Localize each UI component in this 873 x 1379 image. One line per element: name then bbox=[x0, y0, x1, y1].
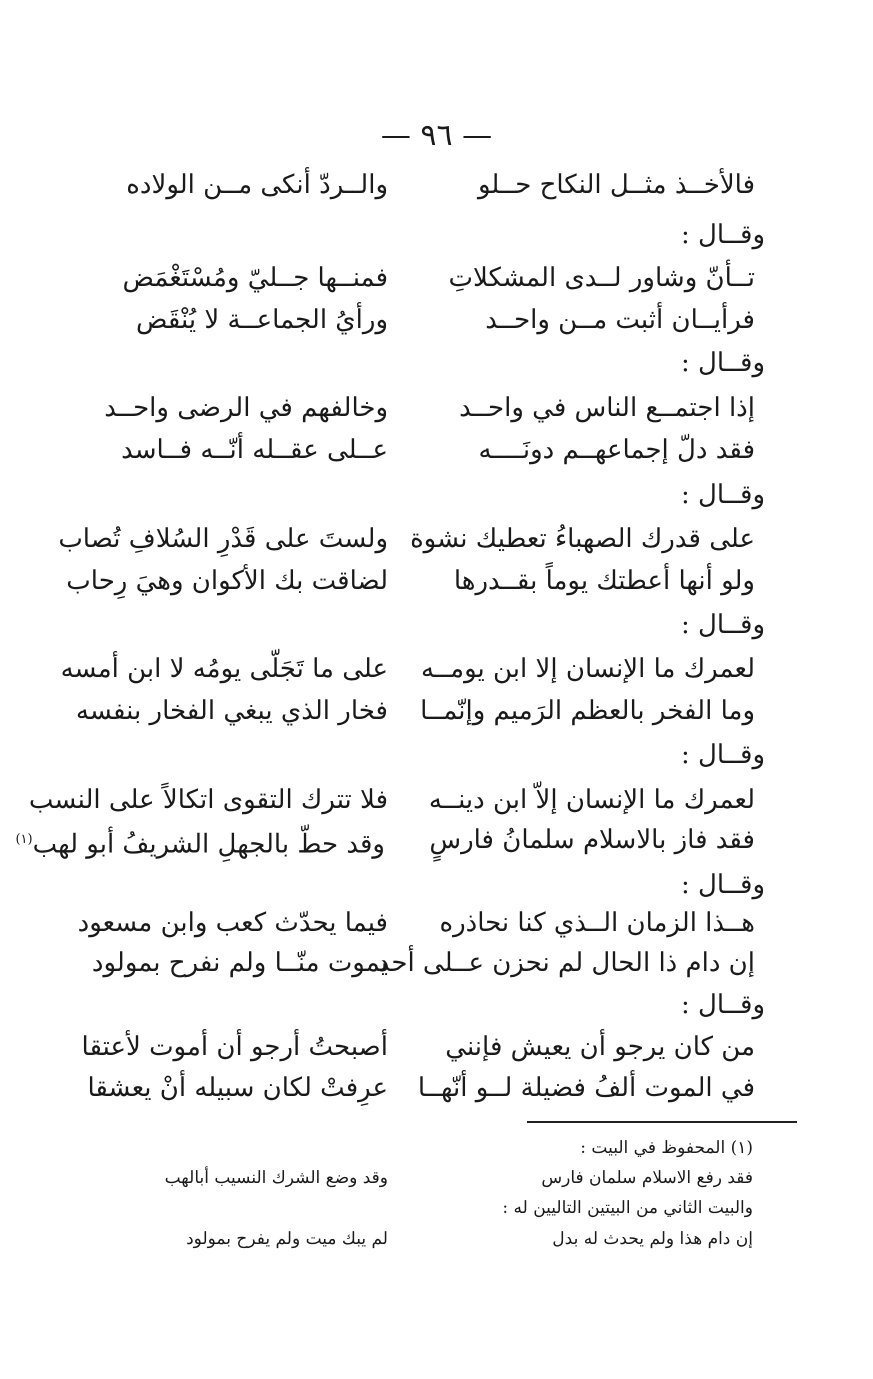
verse-hemistich-right: لعمرك ما الإنسان إلا ابن يومــه bbox=[420, 654, 755, 684]
verse-hemistich-left: لضاقت بك الأكوان وهيَ رِحاب bbox=[66, 566, 388, 596]
verse-hemistich-right: فرأيــان أثبت مــن واحــد bbox=[485, 305, 755, 335]
verse-hemistich-right: فقد دلّ إجماعهــم دونَــــه bbox=[478, 435, 755, 465]
verse-hemistich-right: تــأنّ وشاور لــدى المشكلاتِ bbox=[448, 263, 755, 293]
verse-hemistich-left: ولستَ على قَدْرِ السُلافِ تُصاب bbox=[58, 524, 388, 554]
verse-hemistich-left: على ما تَجَلّى يومُه لا ابن أمسه bbox=[60, 654, 388, 684]
verse-hemistich-right: ولو أنها أعطتك يوماً بقــدرها bbox=[453, 566, 755, 596]
verse-hemistich-right: هــذا الزمان الــذي كنا نحاذره bbox=[439, 908, 755, 938]
said-label: وقــال : bbox=[680, 990, 765, 1020]
verse-hemistich-right: إن دام ذا الحال لم نحزن عــلى أحد bbox=[377, 948, 755, 978]
verse-hemistich-left bbox=[15, 820, 385, 865]
verse-hemistich-left: عرِفتْ لكان سبيله أنْ يعشقا bbox=[87, 1073, 388, 1103]
footnote-verse-right: إن دام هذا ولم يحدث له بدل bbox=[552, 1229, 753, 1249]
verse-hemistich-left: فيما يحدّث كعب وابن مسعود bbox=[77, 908, 388, 938]
said-label: وقــال : bbox=[680, 348, 765, 378]
said-label: وقــال : bbox=[680, 870, 765, 900]
verse-hemistich-left: يموت منّــا ولم نفرح بمولود bbox=[91, 948, 388, 978]
verse-hemistich-left: فلا تترك التقوى اتكالاً على النسب bbox=[28, 785, 388, 815]
said-label: وقــال : bbox=[680, 740, 765, 770]
verse-hemistich-left: عــلى عقــله أنّــه فــاسد bbox=[121, 435, 388, 465]
verse-hemistich-right: في الموت ألفُ فضيلة لــو أنّهــا bbox=[417, 1073, 755, 1103]
footnote-heading: (١) المحفوظ في البيت : bbox=[580, 1138, 753, 1158]
said-label: وقــال : bbox=[680, 610, 765, 640]
verse-hemistich-right: على قدرك الصهباءُ تعطيك نشوة bbox=[410, 524, 755, 554]
verse-hemistich-left: وخالفهم في الرضى واحــد bbox=[104, 393, 388, 423]
verse-hemistich-left: فخار الذي يبغي الفخار بنفسه bbox=[75, 696, 388, 726]
verse-hemistich-text: وقد حطّ بالجهلِ الشريفُ أبو لهب bbox=[32, 829, 385, 860]
verse-hemistich-right: فقد فاز بالاسلام سلمانُ فارسٍ bbox=[429, 825, 755, 855]
said-label: وقــال : bbox=[680, 220, 765, 250]
page-number: — ٩٦ — bbox=[380, 118, 493, 153]
said-label: وقــال : bbox=[680, 480, 765, 510]
verse-hemistich-right: وما الفخر بالعظم الرَميم وإنّمــا bbox=[420, 696, 755, 726]
verse-hemistich-right: من كان يرجو أن يعيش فإنني bbox=[445, 1032, 755, 1062]
verse-hemistich-left: أصبحتُ أرجو أن أموت لأعتقا bbox=[81, 1032, 388, 1062]
verse-hemistich-left: والــردّ أنكى مــن الولاده bbox=[126, 170, 388, 200]
footnote-divider bbox=[527, 1121, 797, 1123]
verse-hemistich-right: إذا اجتمــع الناس في واحــد bbox=[459, 393, 755, 423]
footnote-verse-left: لم يبك ميت ولم يفرح بمولود bbox=[186, 1229, 388, 1249]
verse-hemistich-right: لعمرك ما الإنسان إلاّ ابن دينــه bbox=[428, 785, 755, 815]
verse-hemistich-left: فمنــها جــليّ ومُسْتَغْمَض bbox=[122, 263, 388, 293]
footnote-note: والبيت الثاني من البيتين التاليين له : bbox=[502, 1198, 753, 1218]
footnote-verse-right: فقد رفع الاسلام سلمان فارس bbox=[541, 1168, 753, 1188]
verse-hemistich-right: فالأخــذ مثــل النكاح حــلو bbox=[477, 170, 755, 200]
verse-hemistich-left: ورأيُ الجماعــة لا يُنْقَض bbox=[136, 305, 388, 335]
footnote-verse-left: وقد وضع الشرك النسيب أبالهب bbox=[164, 1168, 388, 1188]
footnote-marker: (١) bbox=[15, 832, 33, 847]
